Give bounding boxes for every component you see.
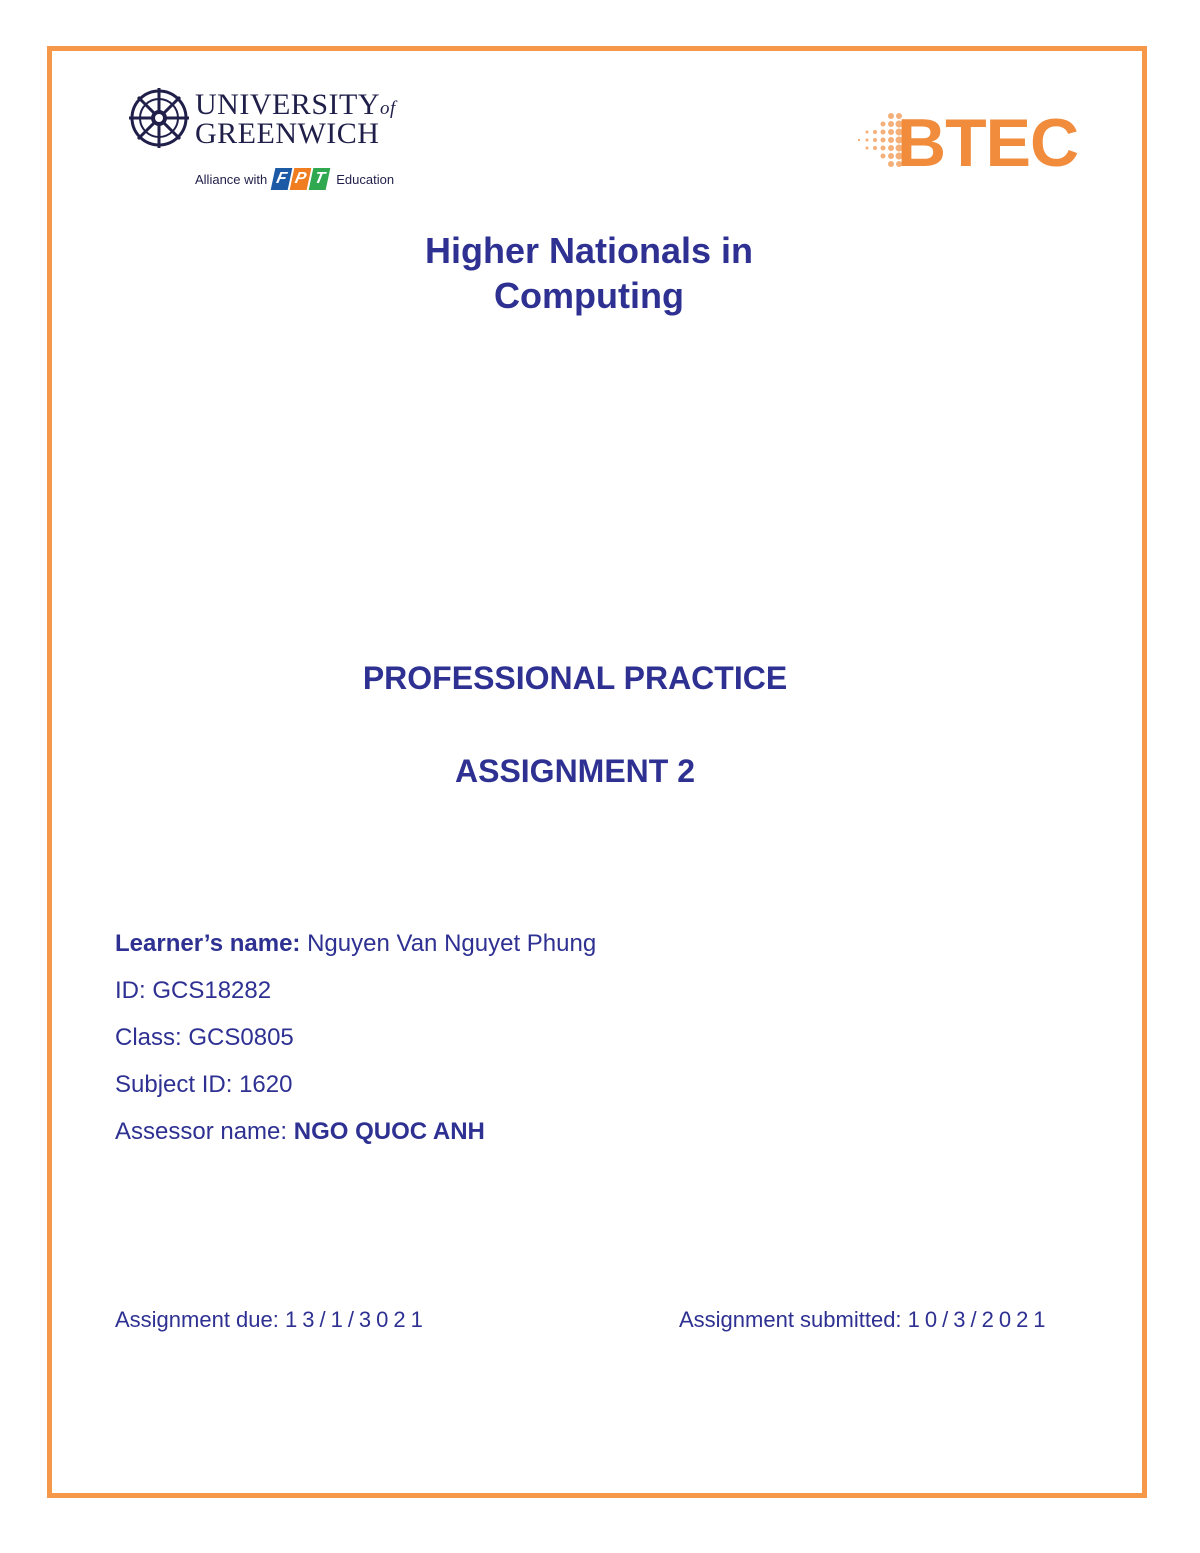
subject-heading: PROFESSIONAL PRACTICE [362, 660, 788, 696]
assessor-label: Assessor name: [115, 1118, 288, 1145]
title-line-1: Higher Nationals in [424, 230, 754, 271]
assignment-heading: ASSIGNMENT 2 [454, 753, 696, 789]
class-row [115, 1021, 596, 1068]
subject-id-label: Subject ID: [115, 1071, 233, 1098]
learner-name-label: Learner’s name: [115, 930, 301, 957]
btec-wordmark: BTEC [897, 105, 1079, 181]
subject-id-value: 1620 [239, 1071, 293, 1098]
assignment-submitted [679, 1307, 1051, 1333]
assessor-value: NGO QUOC ANH [293, 1118, 485, 1145]
fpt-letter-f: F [271, 168, 293, 190]
learner-name-row [115, 927, 596, 974]
id-label: ID: [115, 977, 146, 1004]
class-value: GCS0805 [188, 1024, 294, 1051]
assignment-due [115, 1307, 428, 1333]
due-value: 13/1/3021 [285, 1307, 428, 1332]
fpt-letter-p: P [290, 168, 312, 190]
fpt-letter-t: T [309, 168, 331, 190]
compass-emblem-icon [127, 86, 191, 150]
page-title [0, 228, 1178, 318]
submitted-label: Assignment submitted: [679, 1307, 902, 1332]
fpt-logo [273, 168, 330, 190]
alliance-line [195, 164, 394, 194]
id-value: GCS18282 [152, 977, 272, 1004]
id-row [115, 974, 596, 1021]
due-label: Assignment due: [115, 1307, 279, 1332]
university-wordmark: UNIVERSITYof [195, 88, 396, 121]
class-label: Class: [115, 1024, 182, 1051]
submitted-value: 10/3/2021 [907, 1307, 1051, 1332]
greenwich-wordmark: GREENWICH [195, 117, 380, 150]
alliance-prefix: Alliance with [195, 171, 268, 187]
subject-id-row [115, 1068, 596, 1115]
alliance-suffix: Education [336, 171, 395, 187]
learner-details [115, 927, 596, 1162]
btec-logo [855, 105, 1095, 181]
assessor-row [115, 1115, 596, 1162]
university-of-greenwich-logo [127, 86, 397, 198]
title-line-2: Computing [494, 275, 684, 316]
learner-name-value: Nguyen Van Nguyet Phung [307, 930, 597, 957]
